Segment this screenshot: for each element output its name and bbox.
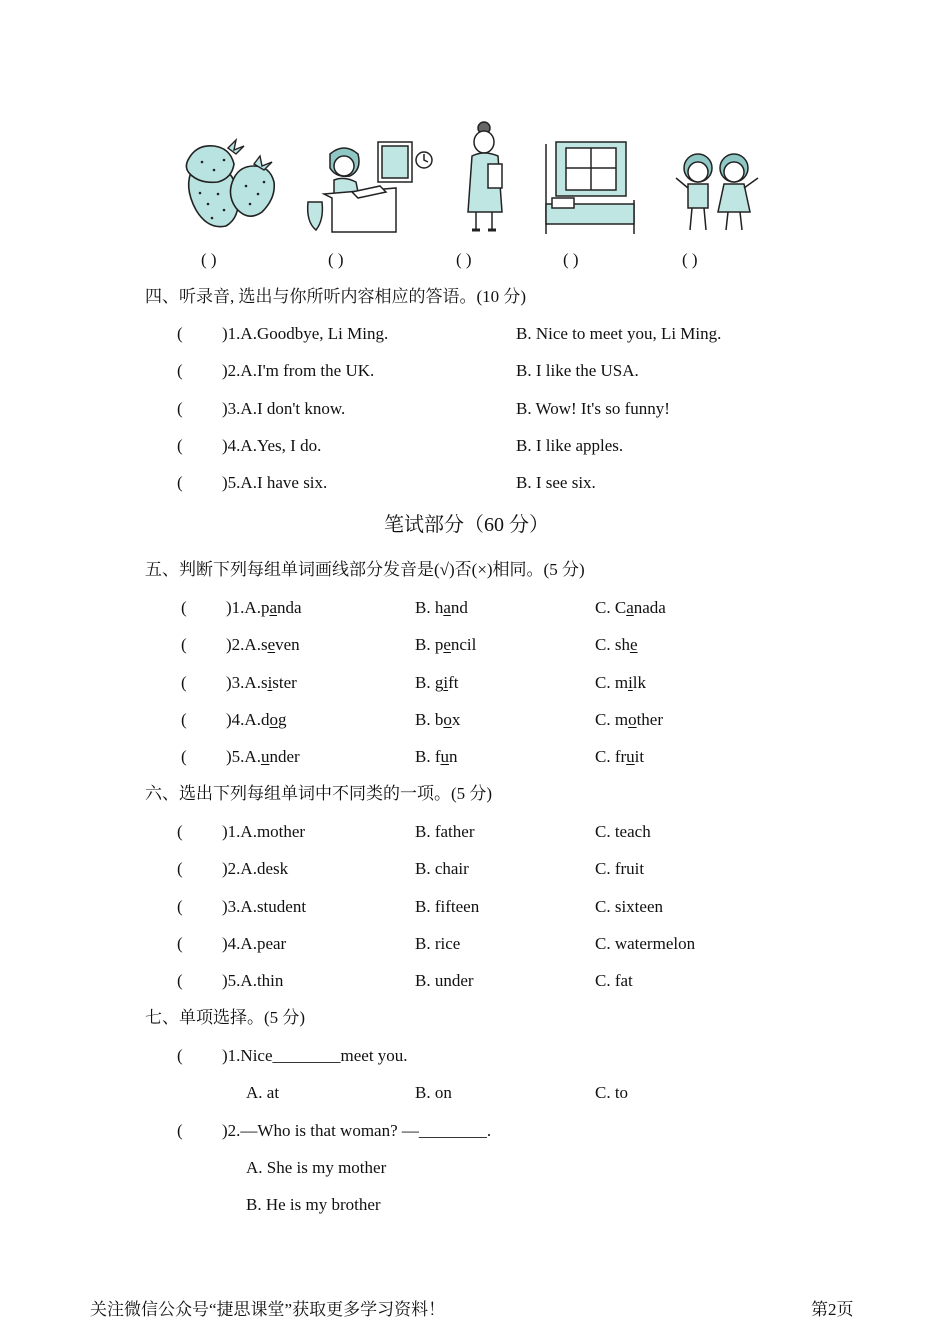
s4-q3-option-b: B. Wow! It's so funny! bbox=[516, 399, 670, 418]
s6-q2-option-a: )2.A.desk bbox=[222, 859, 289, 878]
s7-q2-option-b: B. He is my brother bbox=[246, 1195, 381, 1214]
section5-heading: 五、判断下列每组单词画线部分发音是(√)否(×)相同。(5 分) bbox=[145, 560, 585, 579]
s5-q2-bracket[interactable]: ( bbox=[181, 635, 187, 654]
section7-heading: 七、单项选择。(5 分) bbox=[145, 1008, 306, 1027]
s4-q3-bracket[interactable]: ( bbox=[177, 399, 183, 418]
s5-q1-bracket[interactable]: ( bbox=[181, 598, 187, 617]
s5-q5-option-a: )5.A.under bbox=[226, 747, 300, 766]
section4-heading: 四、听录音, 选出与你所听内容相应的答语。(10 分) bbox=[145, 287, 527, 306]
s5-q3-bracket[interactable]: ( bbox=[181, 673, 187, 692]
s5-q1-option-b: B. hand bbox=[415, 598, 468, 617]
s6-q4-option-c: C. watermelon bbox=[595, 934, 696, 953]
s6-q5-option-a: )5.A.thin bbox=[222, 971, 284, 990]
footer-promo-text: 关注微信公众号“捷思课堂”获取更多学习资料！ bbox=[90, 1300, 446, 1319]
s4-q2-option-a: )2.A.I'm from the UK. bbox=[222, 361, 375, 380]
s7-q2-question: )2.—Who is that woman? —________. bbox=[222, 1121, 492, 1140]
s5-q5-bracket[interactable]: ( bbox=[181, 747, 187, 766]
s4-q3-option-a: )3.A.I don't know. bbox=[222, 399, 346, 418]
s7-q1-option-a: A. at bbox=[246, 1083, 280, 1102]
s4-q2-bracket[interactable]: ( bbox=[177, 361, 183, 380]
s4-q5-bracket[interactable]: ( bbox=[177, 473, 183, 492]
s4-q5-option-a: )5.A.I have six. bbox=[222, 473, 328, 492]
s6-q4-option-a: )4.A.pear bbox=[222, 934, 287, 953]
s6-q2-bracket[interactable]: ( bbox=[177, 859, 183, 878]
s6-q1-option-c: C. teach bbox=[595, 822, 651, 841]
picture-answer-bracket-2[interactable]: ( ) bbox=[328, 250, 344, 269]
s6-q1-option-a: )1.A.mother bbox=[222, 822, 306, 841]
s5-q4-bracket[interactable]: ( bbox=[181, 710, 187, 729]
s6-q1-option-b: B. father bbox=[415, 822, 475, 841]
s5-q5-option-c: C. fruit bbox=[595, 747, 645, 766]
section6-heading: 六、选出下列每组单词中不同类的一项。(5 分) bbox=[145, 784, 493, 803]
s5-q4-option-a: )4.A.dog bbox=[226, 710, 287, 729]
s7-q1-bracket[interactable]: ( bbox=[177, 1046, 183, 1065]
s4-q1-option-b: B. Nice to meet you, Li Ming. bbox=[516, 324, 722, 343]
s6-q3-option-c: C. sixteen bbox=[595, 897, 663, 916]
s7-q2-bracket[interactable]: ( bbox=[177, 1121, 183, 1140]
strawberries-icon bbox=[178, 138, 280, 234]
s7-q1-option-c: C. to bbox=[595, 1083, 629, 1102]
s4-q4-option-b: B. I like apples. bbox=[516, 436, 624, 455]
s5-q2-option-c: C. she bbox=[595, 635, 638, 654]
s7-q1-option-b: B. on bbox=[415, 1083, 452, 1102]
s5-q2-option-b: B. pencil bbox=[415, 635, 477, 654]
s5-q3-option-a: )3.A.sister bbox=[226, 673, 297, 692]
s5-q4-option-c: C. mother bbox=[595, 710, 663, 729]
s6-q5-option-c: C. fat bbox=[595, 971, 633, 990]
s5-q3-option-b: B. gift bbox=[415, 673, 459, 692]
s6-q2-option-c: C. fruit bbox=[595, 859, 645, 878]
s7-q2-option-a: A. She is my mother bbox=[246, 1158, 387, 1177]
s7-q1-question: )1.Nice________meet you. bbox=[222, 1046, 408, 1065]
s5-q1-option-a: )1.A.panda bbox=[226, 598, 302, 617]
s6-q1-bracket[interactable]: ( bbox=[177, 822, 183, 841]
s4-q2-option-b: B. I like the USA. bbox=[516, 361, 639, 380]
s4-q1-option-a: )1.A.Goodbye, Li Ming. bbox=[222, 324, 389, 343]
teacher-woman-icon bbox=[458, 120, 514, 234]
s4-q4-option-a: )4.A.Yes, I do. bbox=[222, 436, 322, 455]
s6-q3-option-a: )3.A.student bbox=[222, 897, 307, 916]
s5-q2-option-a: )2.A.seven bbox=[226, 635, 300, 654]
s6-q4-bracket[interactable]: ( bbox=[177, 934, 183, 953]
picture-answer-bracket-1[interactable]: ( ) bbox=[201, 250, 217, 269]
s6-q3-option-b: B. fifteen bbox=[415, 897, 480, 916]
picture-answer-bracket-5[interactable]: ( ) bbox=[682, 250, 698, 269]
picture-answer-bracket-3[interactable]: ( ) bbox=[456, 250, 472, 269]
boy-and-girl-icon bbox=[674, 148, 760, 236]
girl-reading-icon bbox=[304, 140, 434, 234]
s4-q4-bracket[interactable]: ( bbox=[177, 436, 183, 455]
page-number: 第2页 bbox=[811, 1300, 854, 1319]
s4-q1-bracket[interactable]: ( bbox=[177, 324, 183, 343]
s5-q5-option-b: B. fun bbox=[415, 747, 458, 766]
s5-q3-option-c: C. milk bbox=[595, 673, 647, 692]
s6-q2-option-b: B. chair bbox=[415, 859, 469, 878]
s6-q4-option-b: B. rice bbox=[415, 934, 461, 953]
picture-answer-bracket-4[interactable]: ( ) bbox=[563, 250, 579, 269]
s4-q5-option-b: B. I see six. bbox=[516, 473, 596, 492]
written-part-title: 笔试部分（60 分） bbox=[384, 514, 549, 536]
s6-q5-option-b: B. under bbox=[415, 971, 474, 990]
s5-q1-option-c: C. Canada bbox=[595, 598, 666, 617]
s6-q5-bracket[interactable]: ( bbox=[177, 971, 183, 990]
s6-q3-bracket[interactable]: ( bbox=[177, 897, 183, 916]
bed-window-icon bbox=[542, 140, 638, 236]
s5-q4-option-b: B. box bbox=[415, 710, 461, 729]
